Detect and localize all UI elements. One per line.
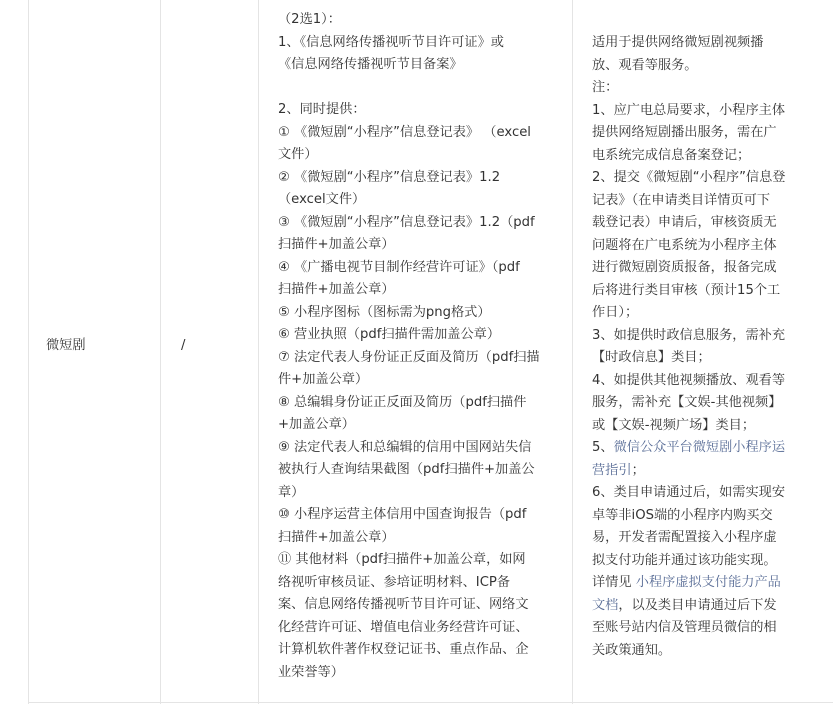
materials-line: ⑪ 其他材料（pdf扫描件+加盖公章，如网 [278, 552, 526, 567]
notes-line: 2、提交《微短剧“小程序”信息登 [592, 170, 786, 185]
notes-cell [592, 32, 807, 662]
notes-line: 或【文娱-视频广场】类目； [592, 417, 756, 433]
notes-text: 5、 [592, 440, 614, 455]
short-drama-guide-link-continued[interactable]: 营指引 [592, 462, 632, 478]
notes-line: 后将进行类目审核（预计15个工 [592, 282, 781, 298]
materials-line: （2选1）： [278, 12, 341, 27]
column-divider-1 [160, 0, 161, 704]
notes-line: 载登记表）申请后，审核资质无 [592, 215, 777, 230]
notes-line: 问题将在广电系统为小程序主体 [592, 237, 777, 253]
materials-line: 业荣誉等） [278, 664, 344, 680]
notes-line: 拟支付功能并通过该功能实现。 [592, 552, 777, 568]
notes-line: 作日）； [592, 305, 639, 320]
materials-line: 被执行人查询结果截图（pdf扫描件+加盖公 [278, 462, 535, 477]
materials-line: 件+加盖公章） [278, 372, 369, 387]
materials-line: 扫描件+加盖公章） [278, 529, 395, 545]
materials-line: 《信息网络传播视听节目备案》 [278, 57, 463, 72]
materials-line: 2、同时提供： [278, 102, 366, 117]
category-code-cell: / [181, 338, 186, 353]
notes-line: 电系统完成信息备案登记； [592, 147, 751, 163]
notes-text: ，以及类目申请通过后下发 [618, 597, 777, 613]
materials-line: 章） [278, 484, 305, 500]
materials-line: 案、信息网络传播视听节目许可证、网络文 [278, 597, 529, 612]
materials-line: +加盖公章） [278, 417, 355, 432]
notes-line-with-link [592, 572, 807, 595]
notes-line: 卓等非iOS端的小程序内购买交 [592, 507, 773, 523]
materials-cell [278, 9, 578, 684]
notes-line: 服务，需补充【文娱-其他视频】 [592, 395, 782, 410]
notes-line: 记表》（在申请类目详情页可下 [592, 192, 771, 208]
materials-line: 文件） [278, 147, 318, 162]
notes-line: 适用于提供网络微短剧视频播 [592, 35, 764, 50]
virtual-payment-doc-link-continued[interactable]: 文档 [592, 597, 619, 613]
materials-line: ⑩ 小程序运营主体信用中国查询报告（pdf [278, 507, 527, 522]
notes-line-with-link [592, 595, 807, 618]
materials-blank-line [278, 77, 578, 100]
materials-line: （excel文件） [278, 192, 366, 207]
materials-line: ⑦ 法定代表人身份证正反面及简历（pdf扫描 [278, 349, 540, 365]
category-cell: 微短剧 [46, 338, 86, 353]
virtual-payment-doc-link[interactable]: 小程序虚拟支付能力产品 [635, 575, 781, 590]
materials-line: ⑤ 小程序图标（图标需为png格式） [278, 304, 491, 320]
materials-line: ② 《微短剧“小程序”信息登记表》1.2 [278, 169, 501, 185]
table-border-left [28, 0, 29, 704]
notes-line: 注： [592, 80, 619, 95]
materials-line: 计算机软件著作权登记证书、重点作品、企 [278, 642, 529, 657]
materials-line: ⑨ 法定代表人和总编辑的信用中国网站失信 [278, 439, 532, 455]
notes-line: 放、观看等服务。 [592, 57, 698, 73]
notes-text: ； [631, 462, 645, 478]
materials-line: ① 《微短剧“小程序”信息登记表》 （excel [278, 124, 531, 140]
notes-line: 提供网络短剧播出服务，需在广 [592, 125, 777, 140]
materials-line: 1、《信息网络传播视听节目许可证》或 [278, 34, 504, 50]
materials-line: 扫描件+加盖公章） [278, 282, 395, 297]
materials-line: ④ 《广播电视节目制作经营许可证》（pdf [278, 259, 520, 275]
notes-line: 至账号站内信及管理员微信的相 [592, 620, 777, 635]
notes-line: 4、如提供其他视频播放、观看等 [592, 372, 786, 388]
materials-line: 络视听审核员证、参培证明材料、ICP备 [278, 574, 511, 590]
column-divider-2 [258, 0, 259, 704]
row-divider-bottom [28, 702, 833, 703]
materials-line: ③ 《微短剧“小程序”信息登记表》1.2（pdf [278, 214, 535, 230]
notes-line-with-link [592, 437, 807, 460]
materials-line: ⑧ 总编辑身份证正反面及简历（pdf扫描件 [278, 394, 527, 410]
notes-line-with-link [592, 460, 807, 483]
notes-line: 【时政信息】类目； [592, 350, 711, 365]
notes-line: 3、如提供时政信息服务，需补充 [592, 327, 786, 343]
notes-line: 6、类目申请通过后，如需实现安 [592, 485, 786, 500]
materials-line: 扫描件+加盖公章） [278, 237, 395, 252]
materials-line: 化经营许可证、增值电信业务经营许可证、 [278, 619, 529, 635]
notes-line: 1、应广电总局要求，小程序主体 [592, 102, 786, 118]
notes-line: 进行微短剧资质报备，报备完成 [592, 260, 777, 275]
notes-line: 易，开发者需配置接入小程序虚 [592, 530, 777, 545]
category-table [28, 0, 833, 704]
notes-text: 详情见 [592, 575, 636, 590]
materials-line: ⑥ 营业执照（pdf扫描件需加盖公章） [278, 327, 501, 342]
notes-line: 关政策通知。 [592, 642, 672, 658]
short-drama-guide-link[interactable]: 微信公众平台微短剧小程序运 [613, 440, 786, 455]
